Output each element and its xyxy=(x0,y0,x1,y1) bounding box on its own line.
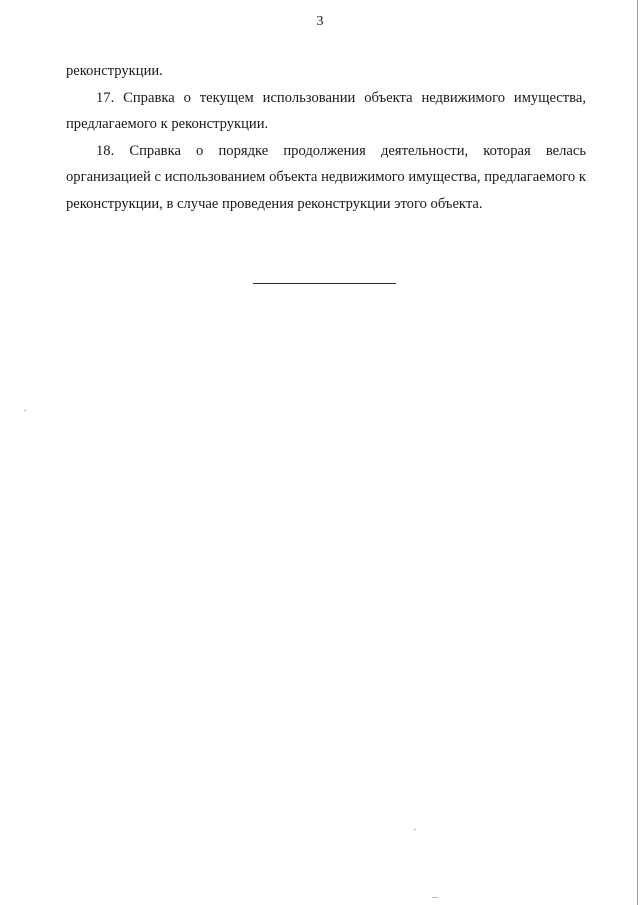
scan-speck xyxy=(24,410,26,411)
paragraph-item-18: 18. Справка о порядке продолжения деятельности, которая велась организацией с использованием объекта недвижимого имущества, предлагаемого к реконструкции, в случае проведения реконструкции этого объекта. xyxy=(66,142,586,212)
paragraph-continuation: реконструкции. xyxy=(66,63,163,79)
paragraph-item-17: 17. Справка о текущем использовании объекта недвижимого имущества, предлагаемого к реконструкции. xyxy=(66,89,586,132)
page-number: 3 xyxy=(316,14,324,29)
page-edge xyxy=(637,0,638,905)
scan-speck xyxy=(414,829,416,830)
scan-speck xyxy=(432,897,438,898)
document-body xyxy=(66,58,586,217)
closing-divider-line xyxy=(253,283,396,284)
